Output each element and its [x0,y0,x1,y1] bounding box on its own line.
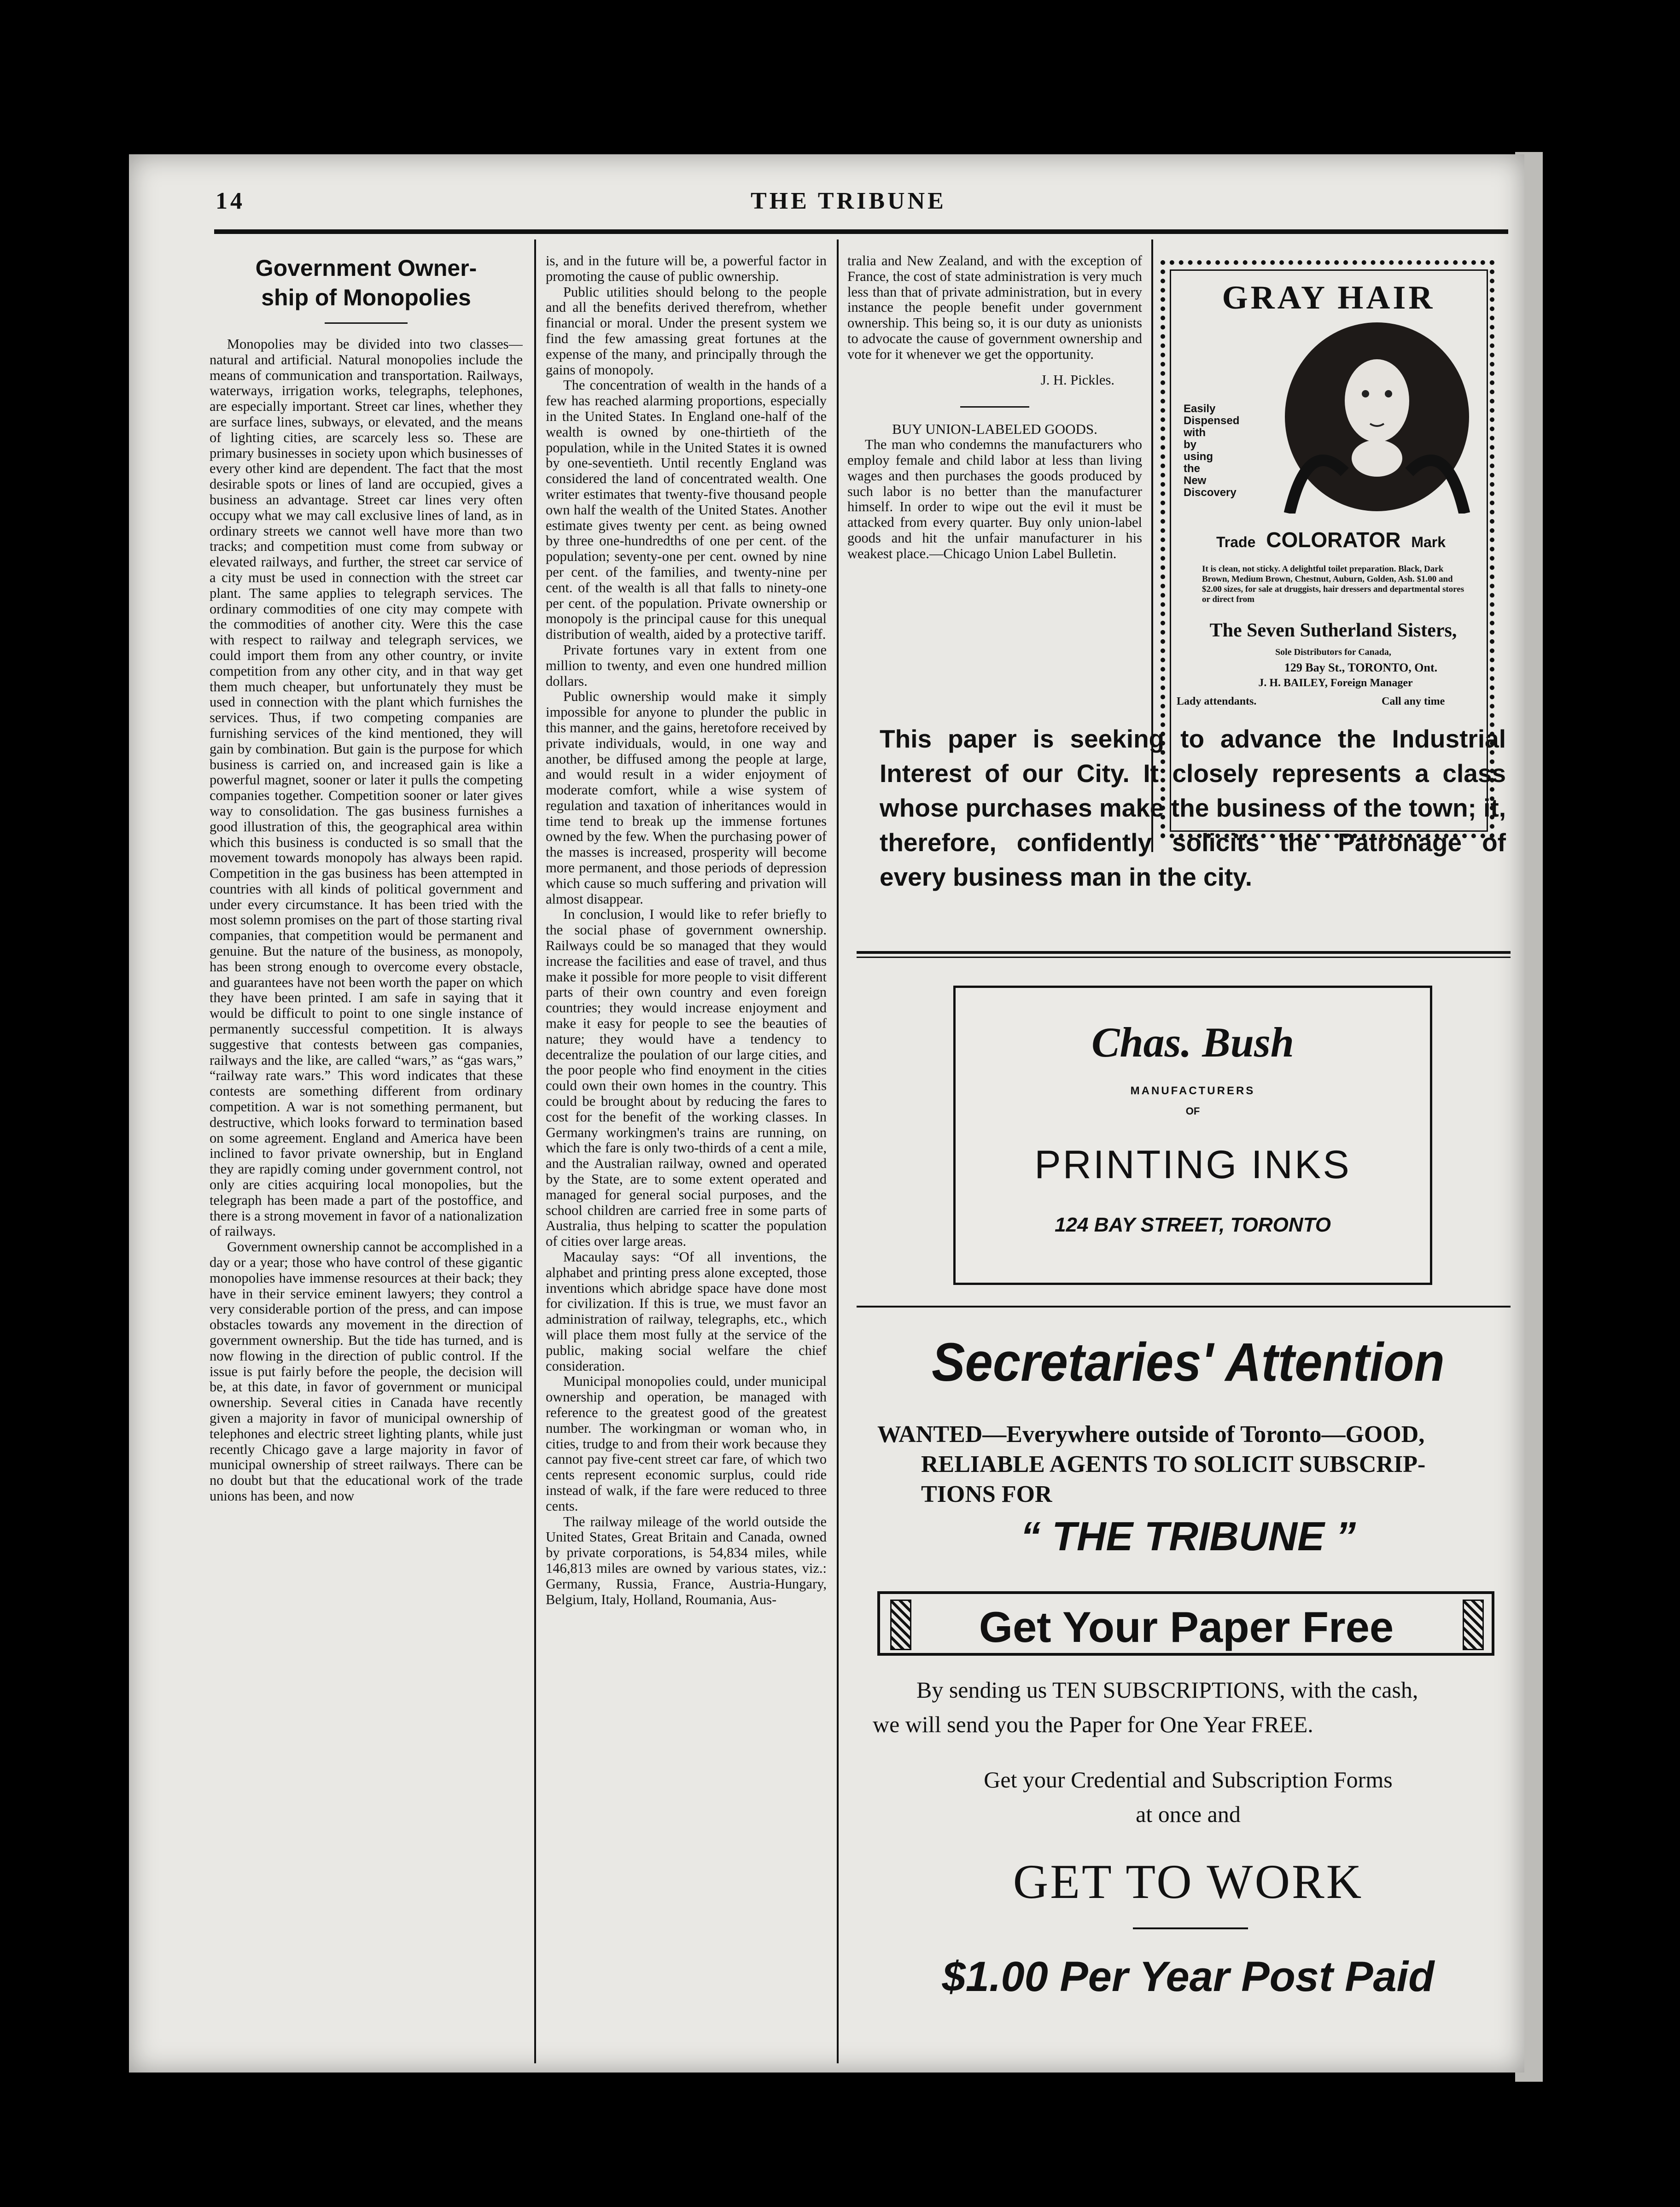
paragraph: The man who condemns the manufacturers who employ female and child labor at less than living wages and then purchases the goods produced by such labor is no better than the manufacturer himself. In order to wipe out the evil it must be attacked from every quarter. Buy only union-label goods and hit the unfair manufacturer in his weakest place.—Chicago Union Label Bulletin. [847,437,1142,561]
side-line: by [1184,438,1197,451]
woman-portrait [1280,320,1474,514]
paragraph: Macaulay says: “Of all inventions, the alphabet and printing press alone excepted, those inventions which abridge space have done most for civilization. If this is true, we must favor an administration of railway, telegraphs, etc., which will place them most fully at the service of the public, making social welfare the chief consideration. [546,1249,827,1374]
company-name: The Seven Sutherland Sisters, [1209,620,1457,641]
notice-rule-2 [857,957,1511,958]
get-paper-free-banner [877,1591,1494,1656]
column-rule-2 [837,239,839,2063]
trade-right: Mark [1411,534,1446,550]
article-title-line-1: Government Owner- [255,255,477,281]
secretaries-headline: Secretaries' Attention [932,1332,1445,1393]
gray-hair-side-lines [1184,403,1239,499]
side-line: Easily [1184,403,1216,415]
union-heading: BUY UNION-LABELED GOODS. [892,421,1097,438]
forms-line-1: Get your Credential and Subscription Forms [984,1767,1393,1792]
signature-rule [960,406,1029,408]
masthead: THE TRIBUNE [751,188,946,214]
trade-left: Trade [1216,534,1256,550]
column-1-text [210,337,523,1504]
side-line: with [1184,426,1206,439]
notice-rule-1 [857,951,1511,954]
paragraph: Government ownership cannot be accomplished in a day or a year; those who have control of these gigantic monopolies have immense resources at their back; they have in their service eminent lawyers; they control a very considerable portion of the press, and can impose obstacles towards any movement in the direction of government ownership. But the tide has turned, and is now flowing in the direction of public control. If the issue is put fairly before the people, the decision will be, at this date, in favor of government or municipal ownership. Several cities in Canada have recently given a majority in favor of municipal ownership of telephones and electric street lighting plants, while just recently Chicago gave a large majority in favor of municipal ownership of street railways. There can be no doubt but that the educational work of the trade unions has been, and now [210,1239,523,1504]
column-rule-1 [534,239,536,2063]
lady-attendants: Lady attendants. [1177,695,1257,707]
header-rule [214,229,1508,234]
paragraph: Private fortunes vary in extent from one million to twenty, and even one hundred million dollars. [546,642,827,689]
side-line: the [1184,462,1200,475]
side-line: New [1184,474,1207,487]
of-label: OF [1185,1105,1200,1117]
get-to-work-rule [1133,1927,1248,1929]
get-paper-free-text: Get Your Paper Free [979,1603,1394,1651]
distributors: Sole Distributors for Canada, [1275,647,1391,657]
title-rule [325,322,408,324]
tribune-name: “ THE TRIBUNE ” [1020,1513,1356,1559]
signature: J. H. Pickles. [1040,372,1114,388]
foreign-manager: J. H. BAILEY, Foreign Manager [1258,677,1413,689]
paragraph: The concentration of wealth in the hands of a few has reached alarming proportions, especially in the United States. In England one-half of the wealth is owned by one-thirtieth of the population, while in the United States it is owned by one-seventieth. Until recently England was considered the land of concentrated wealth. One writer estimates that twenty-five thousand people own half the wealth of the United States. Another estimate gives twenty per cent. as being owned by three one-hundredths of one per cent. of the population; seventy-one per cent. owned by nine per cent. of the families, and twenty-nine per cent. of the wealth is all that falls to ninety-one per cent. of the population. Private ownership or monopoly is the principal cause for this unequal distribution of wealth, aided by a protective tariff. [546,377,827,642]
article-title [210,253,523,312]
side-line: Dispensed [1184,415,1240,427]
get-to-work: GET TO WORK [1013,1855,1364,1909]
article-column-2 [546,253,827,2068]
side-line: Discovery [1184,486,1237,499]
banner-ornament-left [890,1600,911,1650]
article-title-line-2: ship of Monopolies [261,285,471,310]
price-line: $1.00 Per Year Post Paid [942,1953,1435,2000]
send-line-1: By sending us TEN SUBSCRIPTIONS, with the cash, [916,1677,1418,1703]
paragraph: The railway mileage of the world outside the United States, Great Britain and Canada, owned by private corporations, is 54,834 miles, while 146,813 miles are owned by various states, viz.: Germany, Russia, France, Austria-Hungary, Belgium, Italy, Holland, Roumania, Aus- [546,1513,827,1607]
paragraph: tralia and New Zealand, and with the exception of France, the cost of state administration is very much less than that of private administration, but in every instance the people benefit under government ownership. This being so, it is our duty as unionists to advocate the cause of government ownership and vote for it whenever we get the opportunity. [847,253,1142,362]
paragraph: is, and in the future will be, a powerful factor in promoting the cause of public ownership. [546,253,827,284]
printing-inks: PRINTING INKS [1034,1143,1351,1187]
article-column-1 [210,253,523,2068]
send-line-2: we will send you the Paper for One Year FREE. [873,1711,1313,1737]
paragraph: In conclusion, I would like to refer briefly to the social phase of government ownership. Railways could be so managed that they would increase the facilities and ease of travel, and thus make it possible for more people to visit different parts of their own country and even foreign countries; they would increase enjoyment and make it easy for people to see the beauties of nature; they would have a tendency to decentralize the poulation of our large cities, and the poor people who find enoyment in the cities could own their own homes in the country. This could be brought about by reducing the fares to cost for the benefit of the working classes. In Germany workingmen's trains are running, on which the fare is only two-thirds of a cent a mile, and the Australian railway, owned and operated by the State, are to some extent operated and managed for general social purposes, and the school children are carried free in some parts of Australia, thus helping to scatter the population of cities over large areas. [546,906,827,1249]
wanted-line-1: WANTED—Everywhere outside of Toronto—GOOD, [877,1421,1425,1448]
ad-divider-rule [857,1306,1511,1308]
newspaper-page [129,154,1524,2073]
trade-line [1216,527,1446,552]
manufacturers-label: MANUFACTURERS [1130,1085,1255,1097]
forms-line-2: at once and [1136,1801,1241,1827]
side-line: using [1184,450,1213,463]
colorator-product: COLORATOR [1266,528,1401,552]
paragraph: Public ownership would make it simply impossible for anyone to plunder the public in this manner, and the gains, heretofore received by private individuals, would, in one way and another, be diffused among the people at large, and would result in a wider enjoyment of moderate comfort, while a wise system of regulation and taxation of inheritances would in time tend to break up the immense fortunes owned by the few. When the purchasing power of the masses is increased, prosperity will become more permanent, and those periods of depression which cause so much suffering and privation will almost disappear. [546,689,827,907]
patronage-notice: This paper is seeking to advance the Industrial Interest of our City. It closely represents a class whose purchases make the business of the town; it, therefore, confidently solicits the Patronage of every business man in the city. [880,724,1506,891]
call-any-time: Call any time [1382,695,1445,707]
gray-hair-title: GRAY HAIR [1222,279,1435,316]
page-number: 14 [216,188,245,214]
bush-address: 124 BAY STREET, TORONTO [1055,1214,1331,1236]
wanted-line-3: TIONS FOR [921,1481,1052,1507]
paragraph: Monopolies may be divided into two classes—natural and artificial. Natural monopolies include the means of communication and transportation. Railways, waterways, irrigation works, telegraphs, telephones, are especially important. Street car lines, whether they are surface lines, subways, or elevated, and the means of lighting cities, are scarcely less so. These are primary businesses in society upon which businesses of every other kind are dependent. The fact that the most desirable spots or lines of land are occupied, gives a business an advantage. Street car lines very often occupy what we may call exclusive lines of land, as in ordinary streets we cannot well have more than two tracks; and competition must come from subway or elevated railways, and further, the street car service of a city must be used in connection with the street car plant. The same applies to telegraph services. The ordinary commodities of one city may compete with the commodities of another city. Were this the case with respect to railway and telegraph services, we could import them from any other country, or invite competition from any other city, and in that way get them much cheaper, but unfortunately they must be used in connection with the plant which furnishes the services. Thus, if two competing companies are furnishing services of the kind mentioned, they will gain by combination. But gain is the purpose for which business is carried on, and increased gain is like a powerful magnet, sooner or later it pulls the competing companies together. Competition sooner or later gives way to consolidation. The gas business furnishes a good illustration of this, the geographical area within which this business is conducted is so small that the movement towards monopoly has always been rapid. Competition in the gas business has been attempted in countries with all kinds of political government and under every circumstance. It has been tried with the most solemn promises on the part of those starting rival companies, that competition would be permanent and genuine. But the nature of the business, as monopoly, has been strong enough to overcome every obstacle, and guarantees have not been worth the paper on which they have been printed. I am safe in saying that it would be difficult to point to one single instance of permanently successful competition. It is always suggestive that contests between gas companies, railways and the like, are called “wars,” as “gas wars,” “railway rate wars.” This word indicates that these contests are something different from ordinary competition. A war is not something permanent, but destructive, which looks forward to termination based on some agreement. England and America have been inclined to favor private ownership, but in England they are rapidly coming under government control, not only are cities acquiring local monopolies, but the telegraph has been made a part of the postoffice, and there is a strong movement in favor of a nationalization of railways. [210,336,523,1239]
chas-bush-name: Chas. Bush [1091,1019,1294,1066]
chas-bush-ad [953,986,1432,1285]
gray-hair-desc: It is clean, not sticky. A delightful toilet preparation. Black, Dark Brown, Medium Brown, Chestnut, Auburn, Golden, Ash. $1.00 and $2.00 sizes, for sale at druggists, hair dressers and departmental stores or direct from [1202,564,1464,604]
banner-ornament-right [1463,1600,1484,1650]
wanted-line-2: RELIABLE AGENTS TO SOLICIT SUBSCRIP- [921,1451,1426,1477]
paragraph: Public utilities should belong to the people and all the benefits derived therefrom, whether financial or moral. Under the present system we find the few amassing great fortunes at the expense of the many, and principally through the gains of monopoly. [546,284,827,378]
company-address: 129 Bay St., TORONTO, Ont. [1284,661,1438,674]
paragraph: Municipal monopolies could, under municipal ownership and operation, be managed with reference to the greatest good of the greatest number. The workingman or woman who, in cities, trudge to and from their work because they cannot pay five-cent street car fare, of which two cents represent economic surplus, could ride instead of walk, if the fare were reduced to three cents. [546,1373,827,1514]
